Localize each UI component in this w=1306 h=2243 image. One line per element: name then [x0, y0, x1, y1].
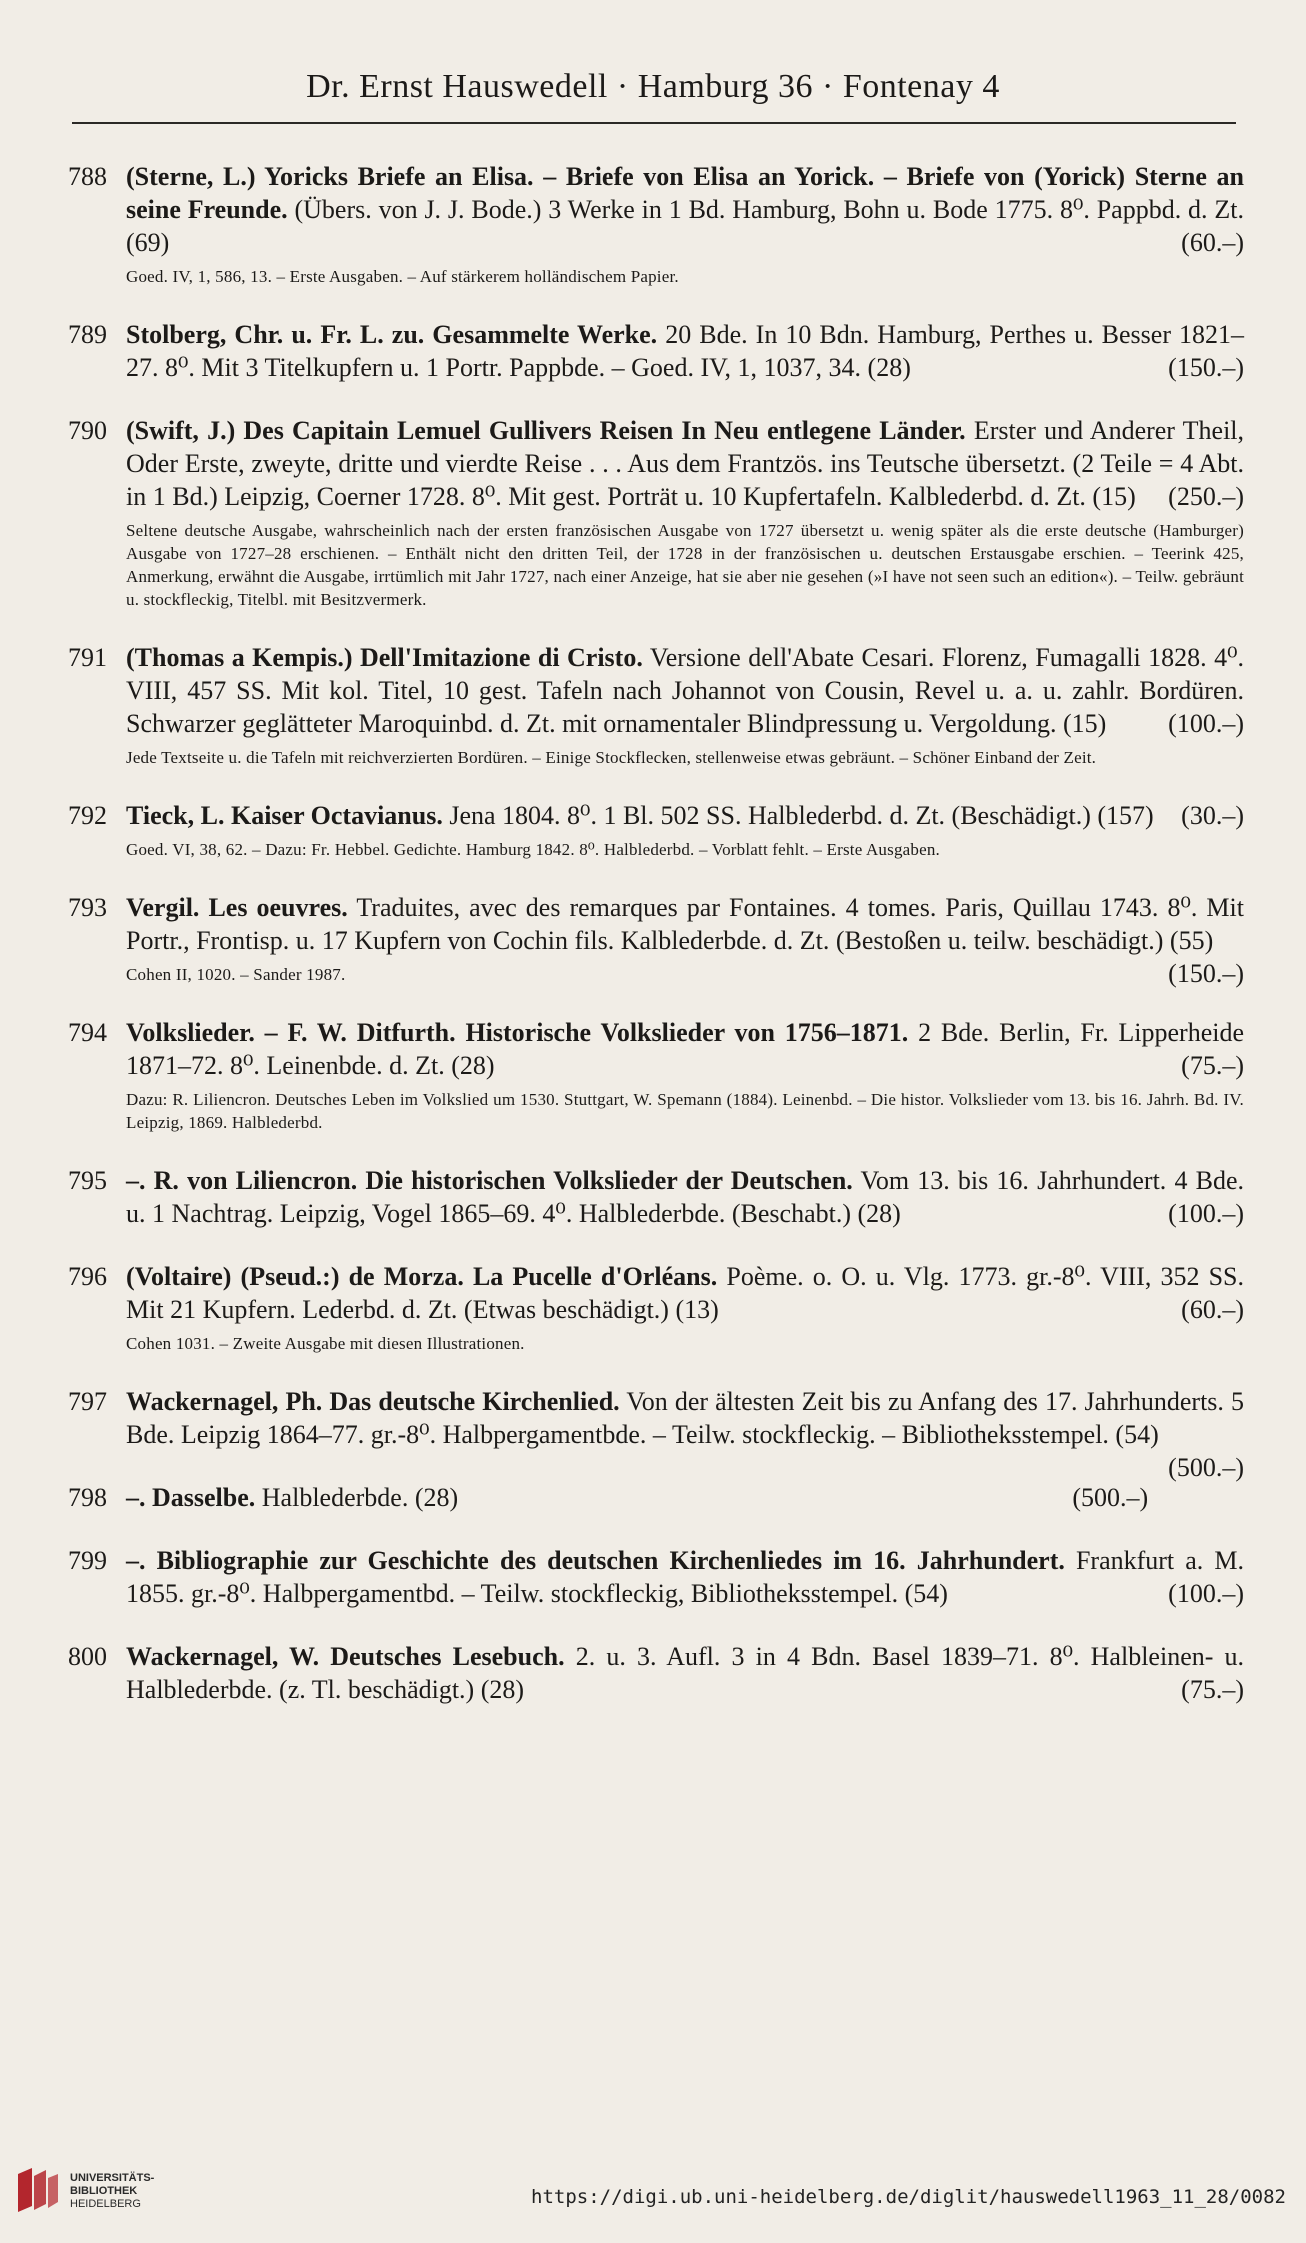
entry-price: (100.–) — [1168, 1199, 1244, 1228]
lot-number: 788 — [68, 162, 107, 191]
entry-title: (Swift, J.) Des Capitain Lemuel Gullivers Reisen In Neu entlegene Länder. — [126, 416, 966, 445]
entry-title: Wackernagel, W. Deutsches Lesebuch. — [126, 1642, 565, 1671]
entry-price: (250.–) — [1168, 482, 1244, 511]
entry-description — [126, 160, 1244, 259]
catalog-entry — [68, 1164, 1244, 1230]
lot-number: 800 — [68, 1642, 107, 1671]
catalog-entry — [68, 1016, 1244, 1134]
lot-number: 797 — [68, 1387, 107, 1416]
catalog-entry — [68, 1544, 1244, 1610]
entry-price: (500.–) — [1168, 1453, 1244, 1482]
entry-description — [126, 414, 1244, 513]
catalog-entry — [68, 1260, 1244, 1355]
entry-details: Frankfurt a. M. 1855. gr.-8⁰. Halbpergamentbd. – Teilw. stockfleckig, Bibliotheksstempel. (54) — [126, 1546, 1244, 1608]
entry-details: Traduites, avec des remarques par Fontaines. 4 tomes. Paris, Quillau 1743. 8⁰. Mit Portr., Frontisp. u. 17 Kupfern von Cochin fils. Kalblederbde. d. Zt. (Bestoßen u. teilw. beschädigt.) (55) — [126, 893, 1245, 955]
lot-number: 792 — [68, 801, 107, 830]
entry-price: (75.–) — [1181, 1051, 1244, 1080]
entry-price: (60.–) — [1181, 228, 1244, 257]
entry-title: Stolberg, Chr. u. Fr. L. zu. Gesammelte Werke. — [126, 320, 658, 349]
logo-line-2: BIBLIOTHEK — [70, 2185, 138, 2197]
library-logo[interactable] — [14, 2160, 184, 2224]
catalog-entry — [68, 1385, 1244, 1482]
library-logo-icon — [14, 2166, 62, 2216]
lot-number: 799 — [68, 1546, 107, 1575]
entry-note: Jede Textseite u. die Tafeln mit reichverzierten Bordüren. – Einige Stockflecken, stellenweise etwas gebräunt. – Schöner Einband der Zeit. — [126, 748, 1097, 767]
entry-title: –. Dasselbe. — [126, 1483, 256, 1512]
page-header: Dr. Ernst Hauswedell · Hamburg 36 · Fontenay 4 — [306, 68, 1000, 105]
entry-description — [126, 1385, 1244, 1482]
entry-description — [126, 799, 1244, 832]
catalog-entry — [68, 1481, 1244, 1514]
header-rule — [72, 122, 1236, 124]
entry-details: Poème. o. O. u. Vlg. 1773. gr.-8⁰. VIII, 352 SS. Mit 21 Kupfern. Lederbd. d. Zt. (Etwas beschädigt.) (13) — [126, 1262, 1244, 1324]
lot-number: 796 — [68, 1262, 107, 1291]
entry-note: Cohen 1031. – Zweite Ausgabe mit diesen Illustrationen. — [126, 1334, 525, 1353]
catalog-entry — [68, 160, 1244, 288]
lot-number: 789 — [68, 320, 107, 349]
entry-title: –. Bibliographie zur Geschichte des deutschen Kirchenliedes im 16. Jahrhundert. — [126, 1546, 1065, 1575]
entry-description — [126, 1016, 1244, 1082]
entry-description — [126, 1544, 1244, 1610]
entry-details: 20 Bde. In 10 Bdn. Hamburg, Perthes u. Besser 1821–27. 8⁰. Mit 3 Titelkupfern u. 1 Portr. Pappbde. – Goed. IV, 1, 1037, 34. (28) — [126, 320, 1245, 382]
entry-note: Goed. VI, 38, 62. – Dazu: Fr. Hebbel. Gedichte. Hamburg 1842. 8⁰. Halblederbd. – Vorblatt fehlt. – Erste Ausgaben. — [126, 840, 940, 859]
entry-note: Goed. IV, 1, 586, 13. – Erste Ausgaben. – Auf stärkerem holländischem Papier. — [126, 267, 679, 286]
entry-description — [126, 1164, 1244, 1230]
lot-number: 794 — [68, 1018, 107, 1047]
entry-details: 2. u. 3. Aufl. 3 in 4 Bdn. Basel 1839–71. 8⁰. Halbleinen- u. Halblederbde. (z. Tl. beschädigt.) (28) — [126, 1642, 1245, 1704]
entry-note: Cohen II, 1020. – Sander 1987. — [126, 965, 346, 984]
lot-number: 795 — [68, 1166, 107, 1195]
entry-title: Tieck, L. Kaiser Octavianus. — [126, 801, 443, 830]
entry-details: Jena 1804. 8⁰. 1 Bl. 502 SS. Halblederbd. d. Zt. (Beschädigt.) (157) — [449, 801, 1154, 830]
entry-description — [126, 1260, 1244, 1326]
lot-number: 790 — [68, 416, 107, 445]
entry-price: (100.–) — [1168, 1579, 1244, 1608]
catalog-entry — [68, 799, 1244, 861]
entry-description — [126, 641, 1244, 740]
entry-price: (100.–) — [1168, 709, 1244, 738]
catalog-entry — [68, 318, 1244, 384]
entry-note: Dazu: R. Liliencron. Deutsches Leben im Volkslied um 1530. Stuttgart, W. Spemann (1884). Leinenbd. – Die histor. Volkslieder vom 13. bis 16. Jahrh. Bd. IV. Leipzig, 1869. Halblederbd. — [126, 1090, 1244, 1132]
entry-note: Seltene deutsche Ausgabe, wahrscheinlich nach der ersten französischen Ausgabe von 1727 übersetzt u. wenig später als die erste deutsche (Hamburger) Ausgabe von 1727–28 erschienen. – Enthält nicht den dritten Teil, der 1728 in der französischen u. deutschen Erstausgabe erschien. – Teerink 425, Anmerkung, erwähnt die Ausgabe, irrtümlich mit Jahr 1727, nach einer Anzeige, hat sie aber nie gesehen (»I have not seen such an edition«). – Teilw. gebräunt u. stockfleckig, Titelbl. mit Besitzvermerk. — [126, 521, 1244, 609]
library-logo-text — [70, 2172, 154, 2211]
entry-price: (60.–) — [1181, 1295, 1244, 1324]
catalog-entry — [68, 641, 1244, 769]
entry-price: (150.–) — [1168, 959, 1244, 988]
entry-title: –. R. von Liliencron. Die historischen Volkslieder der Deutschen. — [126, 1166, 853, 1195]
entry-price: (150.–) — [1168, 353, 1244, 382]
source-url-link[interactable]: https://digi.ub.uni-heidelberg.de/diglit/hauswedell1963_11_28/0082 — [531, 2186, 1286, 2208]
entry-price: (30.–) — [1181, 801, 1244, 830]
catalog-entry — [68, 891, 1244, 986]
entry-title: Volkslieder. – F. W. Ditfurth. Historische Volkslieder von 1756–1871. — [126, 1018, 909, 1047]
logo-line-3: HEIDELBERG — [70, 2198, 141, 2210]
entry-details: 2 Bde. Berlin, Fr. Lipperheide 1871–72. 8⁰. Leinenbde. d. Zt. (28) — [126, 1018, 1244, 1080]
entry-details: Halblederbde. (28) — [261, 1483, 459, 1512]
lot-number: 798 — [68, 1483, 107, 1512]
entry-description — [126, 1481, 1244, 1514]
entry-price: (75.–) — [1181, 1675, 1244, 1704]
entry-title: (Thomas a Kempis.) Dell'Imitazione di Cristo. — [126, 643, 643, 672]
lot-number: 793 — [68, 893, 107, 922]
entry-details: (Übers. von J. J. Bode.) 3 Werke in 1 Bd. Hamburg, Bohn u. Bode 1775. 8⁰. Pappbd. d. Zt. (69) — [126, 195, 1245, 257]
catalog-entry — [68, 414, 1244, 611]
catalog-entry — [68, 1640, 1244, 1706]
entry-description — [126, 318, 1244, 384]
entry-list — [68, 160, 1244, 1736]
entry-description — [126, 1640, 1244, 1706]
entry-title: Wackernagel, Ph. Das deutsche Kirchenlied. — [126, 1387, 620, 1416]
lot-number: 791 — [68, 643, 107, 672]
entry-title: (Voltaire) (Pseud.:) de Morza. La Pucelle d'Orléans. — [126, 1262, 718, 1291]
entry-price: (500.–) — [1072, 1483, 1149, 1512]
entry-details: Von der ältesten Zeit bis zu Anfang des 17. Jahrhunderts. 5 Bde. Leipzig 1864–77. gr.-8⁰. Halbpergamentbde. – Teilw. stockfleckig. – Bibliotheksstempel. (54) — [126, 1387, 1244, 1449]
entry-title: Vergil. Les oeuvres. — [126, 893, 348, 922]
entry-details: Erster und Anderer Theil, Oder Erste, zweyte, dritte und vierdte Reise . . . Aus dem Frantzös. ins Teutsche übersetzt. (2 Teile = 4 Abt. in 1 Bd.) Leipzig, Coerner 1728. 8⁰. Mit gest. Porträt u. 10 Kupfertafeln. Kalblederbd. d. Zt. (15) — [126, 416, 1245, 511]
entry-details: Vom 13. bis 16. Jahrhundert. 4 Bde. u. 1 Nachtrag. Leipzig, Vogel 1865–69. 4⁰. Halblederbde. (Beschabt.) (28) — [126, 1166, 1244, 1228]
entry-details: Versione dell'Abate Cesari. Florenz, Fumagalli 1828. 4⁰. VIII, 457 SS. Mit kol. Titel, 10 gest. Tafeln nach Johannot von Cousin, Revel u. a. u. zahlr. Bordüren. Schwarzer geglätteter Maroquinbd. d. Zt. mit ornamentaler Blindpressung u. Vergoldung. (15) — [126, 643, 1245, 738]
entry-title: (Sterne, L.) Yoricks Briefe an Elisa. – Briefe von Elisa an Yorick. – Briefe von (Yorick) Sterne an seine Freunde. — [126, 162, 1244, 224]
logo-line-1: UNIVERSITÄTS- — [70, 2172, 155, 2184]
